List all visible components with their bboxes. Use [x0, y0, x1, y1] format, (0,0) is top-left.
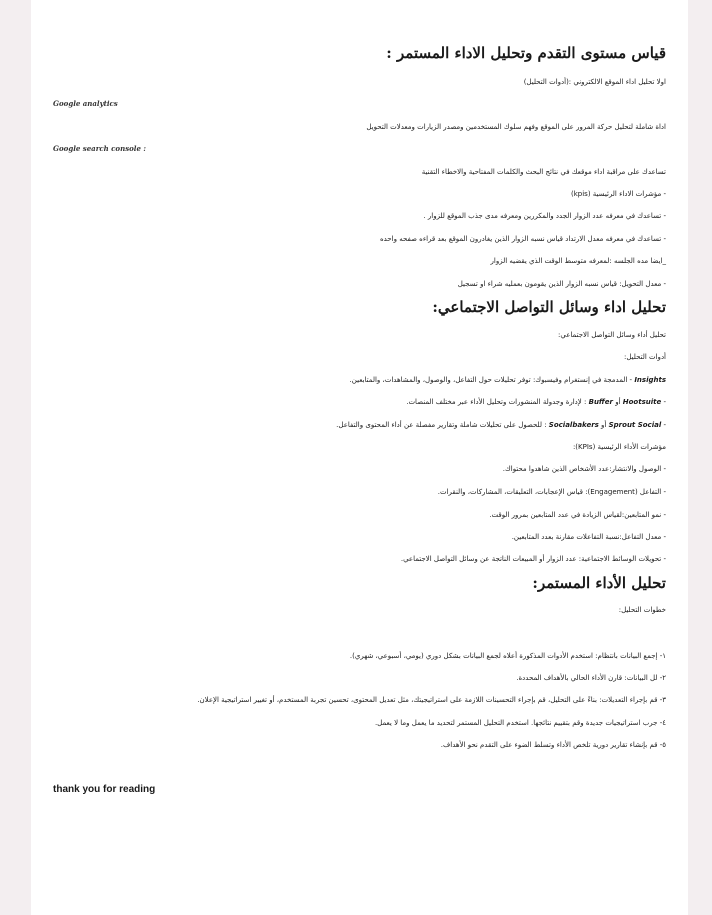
step-item: ١- إجمع البيانات بانتظام: استخدم الأدوات المذكورة أعلاه لجمع البيانات بشكل دوري (يومي، أسبوعي، شهري). — [349, 652, 666, 660]
tool-desc: : لإدارة وجدولة المنشورات وتحليل الأداء عبر مختلف المنصات. — [406, 398, 587, 406]
social-intro: تحليل أداء وسائل التواصل الاجتماعي: — [558, 331, 666, 339]
social-kpi-item: - التفاعل (Engagement): قياس الإعجابات، التعليقات، المشاركات، والنقرات. — [437, 488, 666, 496]
steps-title: خطوات التحليل: — [618, 606, 666, 614]
google-search-console-label: Google search console : — [53, 144, 146, 153]
kpi-title: - مؤشرات الاداء الرئيسية (kpis) — [570, 190, 666, 198]
kpi-item: - معدل التحويل: قياس نسبه الزوار الذين يقومون بعمليه شراء او تسجيل — [457, 280, 666, 288]
google-analytics-label: Google analytics — [53, 99, 118, 108]
social-kpi-item: - تحويلات الوسائط الاجتماعية: عدد الزوار أو المبيعات الناتجة عن وسائل التواصل الاجتماعي. — [400, 555, 666, 563]
tool-desc: - المدمجة في إنستغرام وفيسبوك: توفر تحليلات حول التفاعل، والوصول، والمشاهدات، والمتابعين. — [349, 376, 633, 384]
heading-progress-measurement: قياس مستوى التقدم وتحليل الاداء المستمر : — [386, 44, 666, 62]
social-kpi-item: - نمو المتابعين:لقياس الزيادة في عدد المتابعين بمرور الوقت. — [489, 511, 666, 519]
kpi-item: _ايضا مده الجلسه :لمعرفه متوسط الوقت الذي يقضيه الزوار — [490, 257, 666, 265]
step-item: ٢- لل البيانات: قارن الأداء الحالي بالأهداف المحددة. — [516, 674, 666, 682]
step-item: ٣- قم بإجراء التعديلات: بناءً على التحليل، قم بإجراء التحسينات اللازمة على استراتيجيتك، مثل تعديل المحتوى، تحسين تجربة المستخدم، أو تغيير استراتيجية الإعلان. — [197, 696, 666, 704]
social-kpi-item: - الوصول والانتشار:عدد الأشخاص الذين شاهدوا محتواك. — [502, 465, 666, 473]
kpi-item: - تساعدك في معرفه معدل الارتداد قياس نسبه الزوار الذين يغادرون الموقع بعد قراءه صفحه واحده — [379, 235, 666, 243]
tool-name: Buffer — [588, 398, 613, 406]
google-search-console-desc: تساعدك على مراقبة اداء موقعك في نتائج البحث والكلمات المفتاحية والاخطاء التقنية — [421, 168, 666, 176]
document-page — [31, 0, 688, 915]
kpi-item: - تساعدك في معرفه عدد الزوار الجدد والمكررين ومعرفه مدى جذب الموقع للزوار . — [423, 212, 666, 220]
heading-social-media-analysis: تحليل اداء وسائل التواصل الاجتماعي: — [432, 298, 666, 316]
intro-website-analysis: اولا تحليل اداء الموقع الالكتروني :(أدوات التحليل) — [523, 78, 666, 86]
tool-item-sprout-social: - Sprout Social أو Socialbakers : للحصول على تحليلات شاملة وتقارير مفصلة عن أداء المحتوى والتفاعل. — [336, 421, 666, 429]
tool-desc: : للحصول على تحليلات شاملة وتقارير مفصلة عن أداء المحتوى والتفاعل. — [336, 421, 547, 429]
tool-name: Hootsuite — [622, 398, 662, 406]
social-kpi-title: مؤشرات الأداء الرئيسية (KPIs): — [572, 443, 666, 451]
tool-item-insights — [350, 375, 666, 385]
tools-title: أدوات التحليل: — [624, 353, 666, 361]
closing-note: thank you for reading — [53, 784, 156, 795]
step-item: ٤- جرب استراتيجيات جديدة وقم بتقييم نتائجها. استخدم التحليل المستمر لتحديد ما يعمل وما لا يعمل. — [374, 719, 666, 727]
step-item: ٥- قم بإنشاء تقارير دورية تلخص الأداء وتسلط الضوء على التقدم نحو الأهداف. — [440, 741, 666, 749]
google-analytics-desc: اداة شاملة لتحليل حركة المرور على الموقع وفهم سلوك المستخدمين ومصدر الزيارات ومعدلات التحويل — [366, 123, 666, 131]
social-kpi-item: - معدل التفاعل:نسبة التفاعلات مقارنة بعدد المتابعين. — [511, 533, 666, 541]
tool-item-hootsuite: - Hootsuite أو Buffer : لإدارة وجدولة المنشورات وتحليل الأداء عبر مختلف المنصات. — [406, 398, 666, 406]
heading-continuous-analysis: تحليل الأداء المستمر: — [532, 574, 666, 592]
tool-name: Sprout Social — [608, 421, 662, 429]
tool-name: Socialbakers — [548, 421, 599, 429]
tool-name: Insights — [634, 376, 666, 384]
